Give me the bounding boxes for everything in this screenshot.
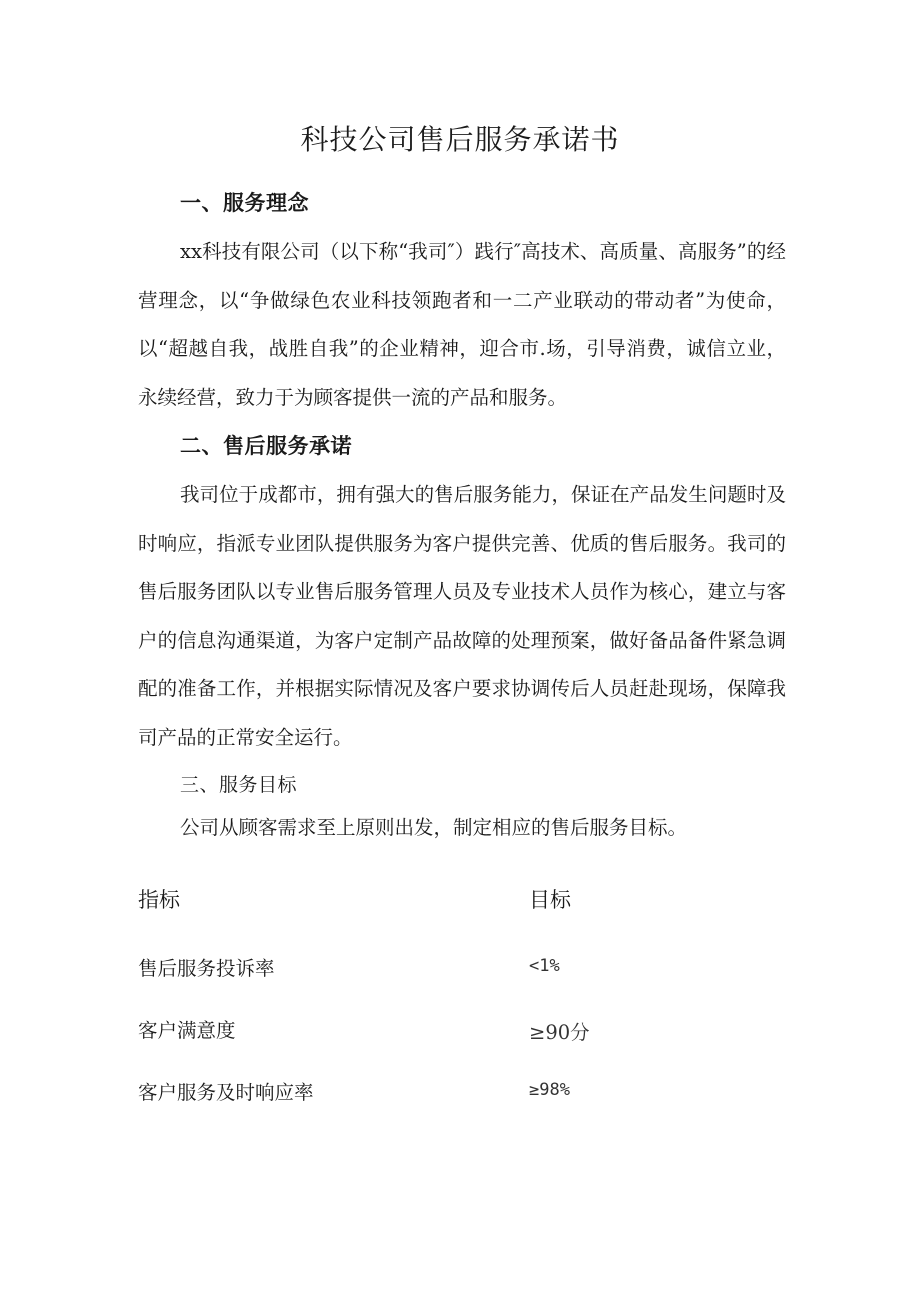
table-row — [138, 953, 698, 983]
table-header-target: 目标 — [529, 888, 571, 912]
table-header — [138, 884, 698, 914]
section-heading-after-sales-commitment: 二、售后服务承诺 — [180, 434, 352, 458]
section-paragraph: 我司位于成都市，拥有强大的售后服务能力，保证在产品发生问题时及时响应，指派专业团队提供服务为客户提供完善、优质的售后服务。我司的售后服务团队以专业售后服务管理人员及专业技术人员作为核心，建立与客户的信息沟通渠道，为客户定制产品故障的处理预案，做好备品备件紧急调配的准备工作，并根据实际情况及客户要求协调传后人员赶赴现场，保障我司产品的正常安全运行。 — [138, 483, 786, 749]
table-cell-indicator: 售后服务投诉率 — [138, 957, 275, 980]
section-paragraph: xx科技有限公司（以下称“我司″）践行″高技术、高质量、高服务”的经营理念，以“争做绿色农业科技领跑者和一二产业联动的带动者”为使命，以“超越自我，战胜自我”的企业精神，迎合市.场，引导消费，诚信立业，永续经营，致力于为顾客提供一流的产品和服务。 — [138, 240, 786, 409]
section-heading-service-philosophy: 一、服务理念 — [180, 191, 309, 215]
table-row — [138, 1077, 698, 1107]
table-cell-indicator: 客户满意度 — [138, 1019, 236, 1042]
section-heading-service-goals: 三、服务目标 — [180, 774, 298, 796]
document-title: 科技公司售后服务承诺书 — [300, 123, 620, 156]
table-header-indicator: 指标 — [138, 888, 180, 912]
table-cell-indicator: 客户服务及时响应率 — [138, 1081, 314, 1104]
table-cell-target: ≥98% — [529, 1080, 570, 1100]
table-cell-target: <1% — [529, 956, 560, 976]
table-cell-target: ≥90分 — [529, 1021, 590, 1044]
section-paragraph: 公司从顾客需求至上原则出发，制定相应的售后服务目标。 — [180, 816, 688, 839]
table-row — [138, 1015, 698, 1045]
